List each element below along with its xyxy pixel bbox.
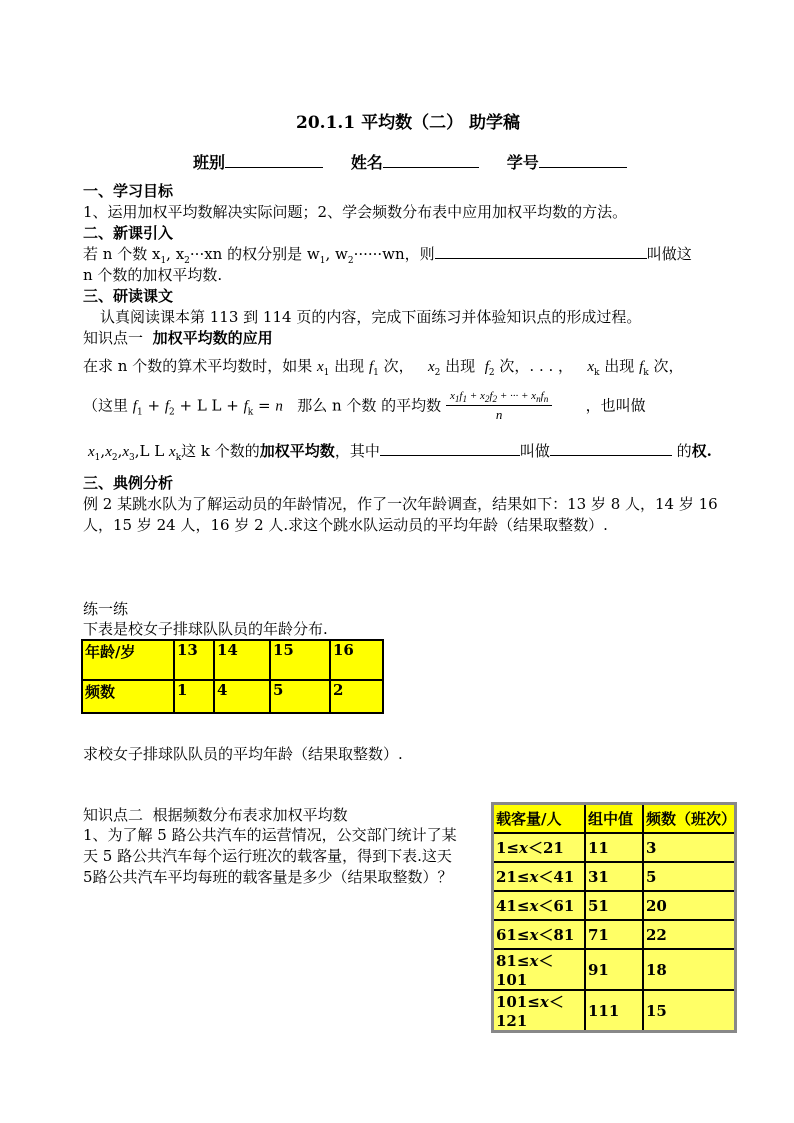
kp1-blank-2[interactable] [550, 440, 672, 456]
kp2-label: 知识点二 [83, 806, 144, 824]
table-row [493, 949, 736, 990]
kp1-text: 出现 [334, 357, 365, 375]
table-cell: 3 [643, 833, 736, 862]
id-blank[interactable] [539, 152, 627, 168]
table-cell: 14 [214, 640, 270, 680]
class-blank[interactable] [225, 152, 323, 168]
practice-question: 求校女子排球队队员的平均年龄（结果取整数）. [83, 745, 403, 763]
table-row [493, 833, 736, 862]
table-cell: 5 [643, 862, 736, 891]
kp1-bold-term: 权. [691, 442, 712, 460]
intro-line-2: n 个数的加权平均数. [83, 266, 223, 284]
section-heading-goals: 一、学习目标 [83, 182, 174, 200]
table-row [493, 862, 736, 891]
table-row [82, 680, 383, 713]
section-heading-reading: 三、研读课文 [83, 287, 174, 305]
table-row [493, 891, 736, 920]
kp2-heading [83, 804, 348, 825]
table-cell: 101≤x＜121 [493, 990, 586, 1032]
practice-intro: 下表是校女子排球队队员的年龄分布. [83, 620, 328, 638]
table-cell: 1 [174, 680, 214, 713]
kp1-line-1: 在求 n 个数的算术平均数时，如果 $x_1$ 出现 $f_1$ 次， $x_2$ 出现 $f_2$ 次，. . . ， $x_k$ 出现 $f_k$ 次， [83, 357, 684, 378]
practice-label: 练一练 [83, 600, 129, 618]
weighted-mean-formula: $\frac{x_1f_1 + x_2f_2 + \cdot\cdot\cdot + x_nf_n}{n}$ [446, 390, 552, 423]
example-line-1: 例 2 某跳水队为了解运动员的年龄情况，作了一次年龄调查，结果如下：13 岁 8 人，14 岁 16 [83, 495, 718, 513]
intro-text-d: 叫做这 [646, 245, 692, 263]
kp1-blank-1[interactable] [380, 440, 520, 456]
section-heading-examples: 三、典例分析 [83, 474, 174, 492]
intro-text-b: ···xn 的权分别是 w [189, 245, 320, 263]
kp1-text: 出现 [445, 357, 476, 375]
table-header-cell: 载客量/人 [493, 804, 586, 834]
intro-text-c: ······wn，则 [353, 245, 435, 263]
kp1-line-2: （这里 $f_1 + f_2 + L$ $L + f_k = n$ 那么 n 个数 的平均数 $\frac{x_1f_1 + x_2f_2 + \cdot\cdot\cdot + x_nf_n}{n}$ ，也叫做 [83, 390, 646, 423]
table-cell: 15 [270, 640, 330, 680]
page-title: 20.1.1 平均数（二） 助学稿 [296, 113, 520, 133]
kp1-text: 这 k 个数的 [181, 442, 260, 460]
kp1-heading [83, 327, 273, 348]
name-blank[interactable] [383, 152, 479, 168]
table-cell: 年龄/岁 [82, 640, 174, 680]
kp1-text: 次， [383, 357, 414, 375]
table-row [82, 640, 383, 680]
kp1-line-3: $x_1,x_2,x_3,L$ L $x_k$这 k 个数的加权平均数，其中 叫做 的权. [88, 442, 712, 463]
goals-text: 1、运用加权平均数解决实际问题；2、学会频数分布表中应用加权平均数的方法。 [83, 203, 628, 221]
table-cell: 31 [585, 862, 643, 891]
table-cell: 频数 [82, 680, 174, 713]
table-row [493, 920, 736, 949]
table-header-cell: 频数（班次） [643, 804, 736, 834]
table-row [493, 990, 736, 1032]
table-cell: 18 [643, 949, 736, 990]
kp1-text: 在求 n 个数的算术平均数时，如果 [83, 357, 313, 375]
intro-blank[interactable] [435, 243, 647, 259]
kp2-para-line-1: 1、为了解 5 路公共汽车的运营情况，公交部门统计了某 [83, 826, 457, 844]
kp1-text: 那么 n 个数 的平均数 [297, 396, 442, 415]
kp1-text: 次， [653, 357, 684, 375]
table-cell: 15 [643, 990, 736, 1032]
table-cell: 11 [585, 833, 643, 862]
section-heading-intro: 二、新课引入 [83, 224, 174, 242]
table-cell: 41≤x＜61 [493, 891, 586, 920]
kp1-text: 叫做 [519, 442, 550, 460]
kp1-text: （这里 [83, 396, 129, 415]
kp2-para-line-2: 天 5 路公共汽车每个运行班次的载客量，得到下表.这天 [83, 847, 452, 865]
kp1-label: 知识点一 [83, 329, 144, 347]
kp1-bold-term: 加权平均数 [259, 442, 335, 460]
kp1-title: 加权平均数的应用 [152, 329, 273, 347]
kp1-text: ，其中 [334, 442, 380, 460]
kp1-text: 次，. . . ， [499, 357, 574, 375]
table-cell: 51 [585, 891, 643, 920]
class-label: 班别 [193, 153, 226, 172]
table-header-cell: 组中值 [585, 804, 643, 834]
kp1-text: 的 [676, 442, 692, 460]
table-cell: 81≤x＜101 [493, 949, 586, 990]
intro-line-1: 若 n 个数 $x_1$, $x_2\cdot\cdot\cdot xn$ 的权分别是 $w_1$, $w_2\cdot\cdot\cdot\cdot\cdot\cdot wn$，则 叫做这 [83, 245, 692, 266]
table-cell: 2 [330, 680, 383, 713]
table-cell: 21≤x＜41 [493, 862, 586, 891]
table-cell: 22 [643, 920, 736, 949]
table-cell: 5 [270, 680, 330, 713]
reading-text: 认真阅读课本第 113 到 114 页的内容，完成下面练习并体验知识点的形成过程。 [100, 308, 642, 326]
name-label: 姓名 [350, 153, 383, 172]
table-cell: 16 [330, 640, 383, 680]
student-info-line [193, 150, 627, 173]
kp2-title: 根据频数分布表求加权平均数 [152, 806, 348, 824]
example-line-2: 人，15 岁 24 人，16 岁 2 人.求这个跳水队运动员的平均年龄（结果取整数）. [83, 516, 608, 534]
kp1-text: ，也叫做 [585, 396, 646, 415]
age-distribution-table [81, 639, 384, 714]
kp2-para-line-3: 5路公共汽车平均每班的载客量是多少（结果取整数）？ [83, 868, 453, 886]
table-cell: 111 [585, 990, 643, 1032]
table-cell: 20 [643, 891, 736, 920]
table-cell: 13 [174, 640, 214, 680]
passenger-frequency-table [491, 802, 737, 1033]
kp1-text: 出现 [604, 357, 635, 375]
table-cell: 91 [585, 949, 643, 990]
id-label: 学号 [506, 153, 539, 172]
table-cell: 71 [585, 920, 643, 949]
intro-text-a: 若 n 个数 x [83, 245, 161, 263]
table-header-row [493, 804, 736, 834]
table-cell: 4 [214, 680, 270, 713]
table-cell: 1≤x＜21 [493, 833, 586, 862]
table-cell: 61≤x＜81 [493, 920, 586, 949]
